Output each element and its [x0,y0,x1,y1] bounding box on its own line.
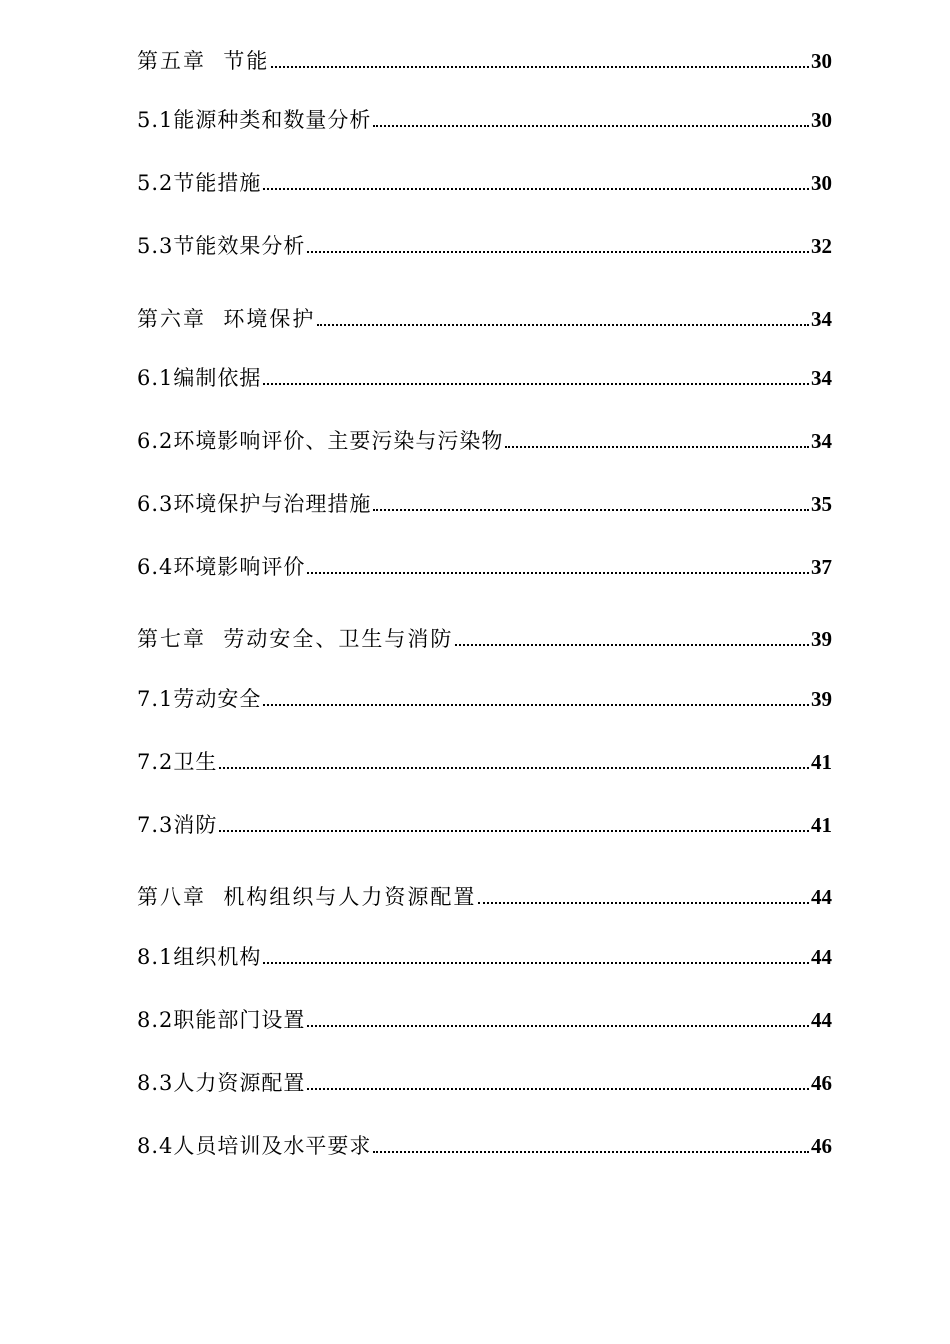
toc-entry-title: 7.3消防 [137,813,218,837]
toc-entry-title: 6.1编制依据 [137,366,262,390]
toc-entry[interactable] [137,745,832,775]
toc-dot-leader [307,1088,809,1090]
toc-dot-leader [307,251,809,253]
toc-entry[interactable] [137,880,832,910]
toc-entry-title: 5.2节能措施 [137,171,262,195]
toc-entry-page: 39 [811,687,832,711]
toc-entry-title: 6.4环境影响评价 [137,555,306,579]
toc-dot-leader [373,509,809,511]
toc-entry-title: 7.2卫生 [137,750,218,774]
toc-entry-page: 30 [811,171,832,195]
toc-dot-leader [317,324,809,326]
toc-entry-title: 第八章 机构组织与人力资源配置 [137,885,477,909]
toc-dot-leader [307,1025,809,1027]
toc-entry[interactable] [137,487,832,517]
toc-entry-page: 37 [811,555,832,579]
toc-dot-leader [307,572,809,574]
toc-entry-page: 39 [811,627,832,651]
toc-entry-title: 第六章 环境保护 [137,307,316,331]
toc-entry-title: 8.1组织机构 [137,945,262,969]
toc-dot-leader [263,383,809,385]
toc-dot-leader [455,644,809,646]
toc-entry-title: 6.2环境影响评价、主要污染与污染物 [137,429,504,453]
toc-entry-page: 34 [811,366,832,390]
toc-entry-title: 7.1劳动安全 [137,687,262,711]
toc-dot-leader [478,902,809,904]
toc-entry-title: 第七章 劳动安全、卫生与消防 [137,627,454,651]
toc-entry[interactable] [137,808,832,838]
toc-entry-page: 30 [811,108,832,132]
toc-entry[interactable] [137,1129,832,1159]
toc-entry-page: 46 [811,1134,832,1158]
toc-entry[interactable] [137,44,832,74]
toc-entry[interactable] [137,940,832,970]
toc-entry[interactable] [137,229,832,259]
toc-dot-leader [219,830,809,832]
toc-entry[interactable] [137,1066,832,1096]
toc-entry-title: 8.3人力资源配置 [137,1071,306,1095]
toc-entry-page: 44 [811,885,832,909]
toc-entry-title: 8.2职能部门设置 [137,1008,306,1032]
toc-entry-page: 44 [811,1008,832,1032]
toc-dot-leader [373,125,809,127]
toc-dot-leader [373,1151,809,1153]
toc-dot-leader [263,188,809,190]
toc-entry-title: 6.3环境保护与治理措施 [137,492,372,516]
toc-dot-leader [263,962,809,964]
toc-dot-leader [505,446,809,448]
toc-entry[interactable] [137,166,832,196]
toc-entry[interactable] [137,361,832,391]
toc-entry-page: 44 [811,945,832,969]
toc-dot-leader [263,704,809,706]
toc-entry-page: 41 [811,813,832,837]
toc-entry-page: 30 [811,49,832,73]
toc-entry-page: 35 [811,492,832,516]
toc-entry-title: 5.1能源种类和数量分析 [137,108,372,132]
toc-dot-leader [271,66,809,68]
toc-entry[interactable] [137,424,832,454]
toc-entry-title: 8.4人员培训及水平要求 [137,1134,372,1158]
toc-entry[interactable] [137,302,832,332]
toc-entry-page: 34 [811,429,832,453]
toc-entry-page: 41 [811,750,832,774]
toc-entry-title: 第五章 节能 [137,49,270,73]
toc-entry-page: 32 [811,234,832,258]
toc-entry[interactable] [137,550,832,580]
toc-entry-page: 46 [811,1071,832,1095]
toc-entry-title: 5.3节能效果分析 [137,234,306,258]
toc-entry[interactable] [137,1003,832,1033]
toc-entry[interactable] [137,622,832,652]
toc-entry-page: 34 [811,307,832,331]
toc-entry[interactable] [137,682,832,712]
toc-dot-leader [219,767,809,769]
toc-entry[interactable] [137,103,832,133]
